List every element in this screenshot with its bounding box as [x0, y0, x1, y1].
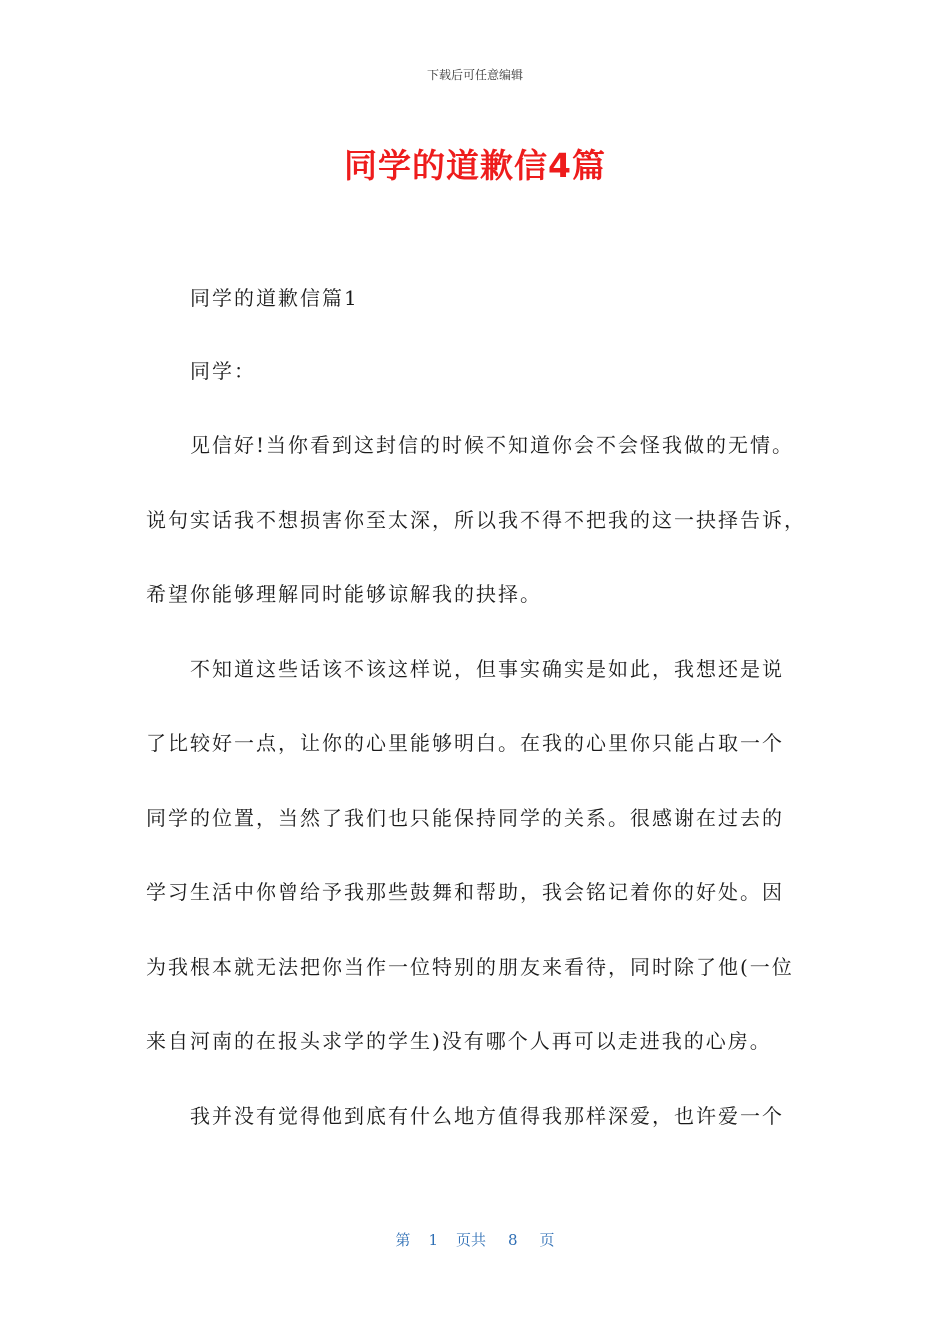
- section-heading: 同学的道歉信篇1: [190, 286, 359, 310]
- salutation: 同学：: [190, 359, 256, 383]
- paragraph-line: 见信好!当你看到这封信的时候不知道你会不会怪我做的无情。: [190, 433, 795, 457]
- paragraph-line: 说句实话我不想损害你至太深，所以我不得不把我的这一抉择告诉，: [146, 508, 806, 532]
- footer-page-suffix: 页: [539, 1231, 555, 1249]
- header-note: 下载后可任意编辑: [426, 68, 523, 82]
- paragraph-line: 为我根本就无法把你当作一位特别的朋友来看待，同时除了他(一位: [146, 955, 794, 979]
- footer-page-number: 1: [428, 1231, 438, 1249]
- document-title: 同学的道歉信4篇: [344, 146, 606, 185]
- paragraph-line: 同学的位置，当然了我们也只能保持同学的关系。很感谢在过去的: [146, 806, 784, 830]
- page-footer: [0, 1229, 950, 1250]
- footer-page-prefix: 第: [395, 1231, 411, 1249]
- footer-page-middle: 页共: [455, 1231, 486, 1249]
- footer-page-total: 8: [508, 1231, 518, 1249]
- paragraph-line: 来自河南的在报头求学的学生)没有哪个人再可以走进我的心房。: [146, 1029, 772, 1053]
- paragraph-line: 不知道这些话该不该这样说，但事实确实是如此，我想还是说: [190, 657, 784, 681]
- paragraph-line: 我并没有觉得他到底有什么地方值得我那样深爱，也许爱一个: [190, 1104, 784, 1128]
- paragraph-line: 希望你能够理解同时能够谅解我的抉择。: [146, 582, 542, 606]
- paragraph-line: 了比较好一点，让你的心里能够明白。在我的心里你只能占取一个: [146, 731, 784, 755]
- paragraph-line: 学习生活中你曾给予我那些鼓舞和帮助，我会铭记着你的好处。因: [146, 880, 784, 904]
